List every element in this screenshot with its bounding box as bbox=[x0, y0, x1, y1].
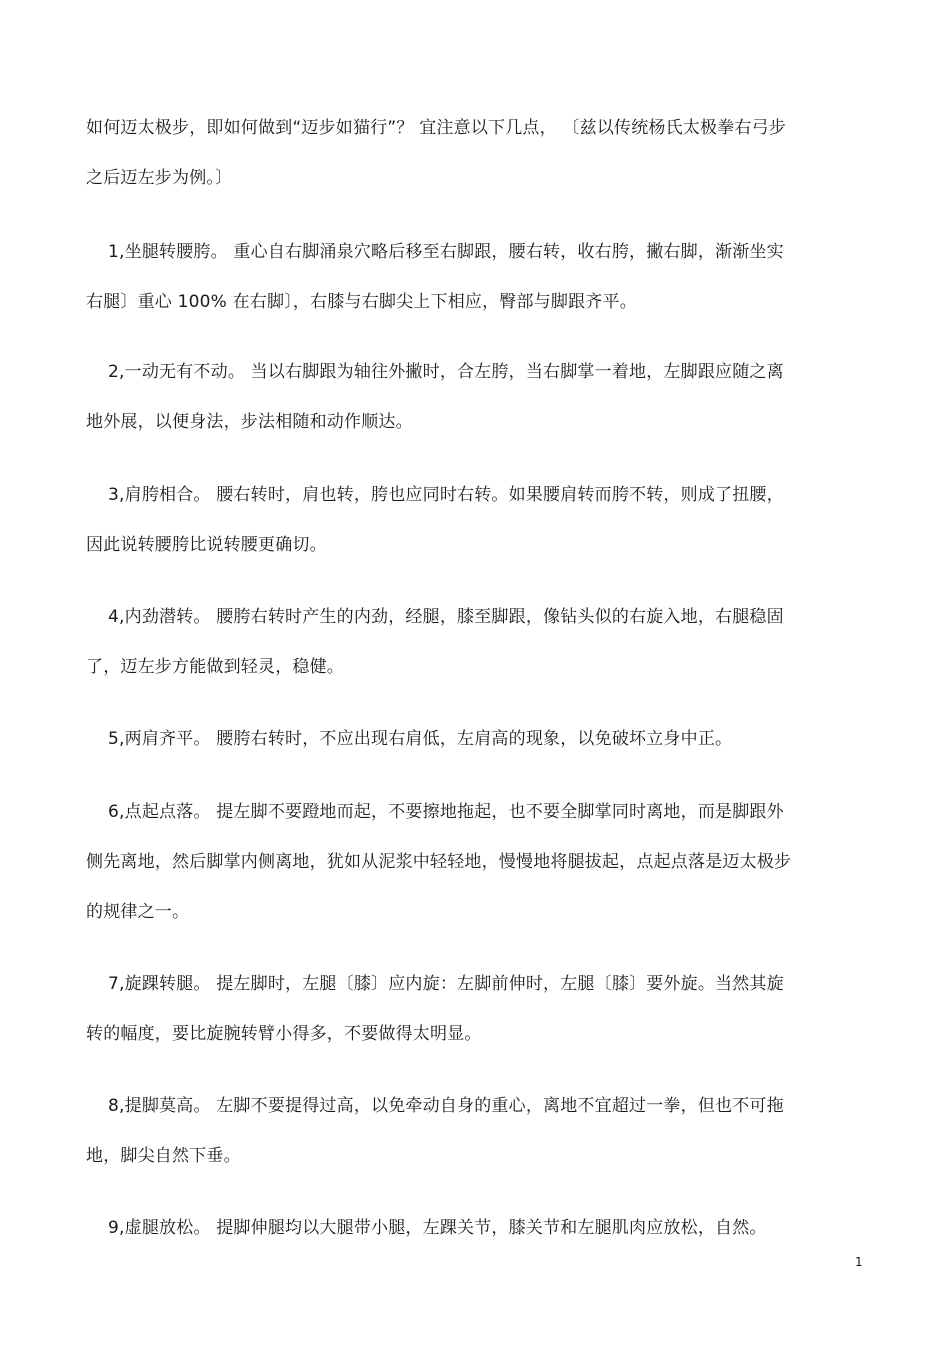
item-3-line-1: 3,肩胯相合。 腰右转时，肩也转，胯也应同时右转。如果腰肩转而胯不转，则成了扭腰， bbox=[108, 485, 784, 505]
item-8-line-1: 8,提脚莫高。 左脚不要提得过高，以免牵动自身的重心，离地不宜超过一拳，但也不可拖 bbox=[108, 1096, 784, 1116]
item-6-line-3: 的规律之一。 bbox=[86, 902, 190, 922]
item-6-line-2: 侧先离地，然后脚掌内侧离地，犹如从泥浆中轻轻地，慢慢地将腿拔起，点起点落是迈太极步 bbox=[86, 852, 792, 872]
item-4-line-2: 了，迈左步方能做到轻灵，稳健。 bbox=[86, 657, 344, 677]
item-7-line-2: 转的幅度，要比旋腕转臂小得多，不要做得太明显。 bbox=[86, 1024, 482, 1044]
item-5-line-1: 5,两肩齐平。 腰胯右转时，不应出现右肩低，左肩高的现象，以免破坏立身中正。 bbox=[108, 729, 733, 749]
item-9-line-1: 9,虚腿放松。 提脚伸腿均以大腿带小腿，左踝关节，膝关节和左腿肌肉应放松，自然。 bbox=[108, 1218, 767, 1238]
item-3-line-2: 因此说转腰胯比说转腰更确切。 bbox=[86, 535, 327, 555]
item-8-line-2: 地，脚尖自然下垂。 bbox=[86, 1146, 241, 1166]
item-4-line-1: 4,内劲潜转。 腰胯右转时产生的内劲，经腿，膝至脚跟，像钻头似的右旋入地，右腿稳固 bbox=[108, 607, 784, 627]
intro-line-2: 之后迈左步为例。〕 bbox=[86, 168, 233, 188]
item-2-line-1: 2,一动无有不动。 当以右脚跟为轴往外撇时，合左胯，当右脚掌一着地，左脚跟应随之离 bbox=[108, 362, 784, 382]
item-1-line-1: 1,坐腿转腰胯。 重心自右脚涌泉穴略后移至右脚跟，腰右转，收右胯，撇右脚，渐渐坐实 bbox=[108, 242, 784, 262]
item-6-line-1: 6,点起点落。 提左脚不要蹬地而起，不要擦地拖起，也不要全脚掌同时离地，而是脚跟外 bbox=[108, 802, 784, 822]
page-number: 1 bbox=[855, 1255, 863, 1269]
item-7-line-1: 7,旋踝转腿。 提左脚时，左腿〔膝〕应内旋：左脚前伸时，左腿〔膝〕要外旋。当然其旋 bbox=[108, 974, 784, 994]
intro-line-1: 如何迈太极步，即如何做到“迈步如猫行”？ 宜注意以下几点， 〔兹以传统杨氏太极拳右弓步 bbox=[86, 118, 787, 138]
item-1-line-2: 右腿〕重心 100% 在右脚〕，右膝与右脚尖上下相应，臀部与脚跟齐平。 bbox=[86, 292, 637, 312]
item-2-line-2: 地外展，以便身法，步法相随和动作顺达。 bbox=[86, 412, 413, 432]
